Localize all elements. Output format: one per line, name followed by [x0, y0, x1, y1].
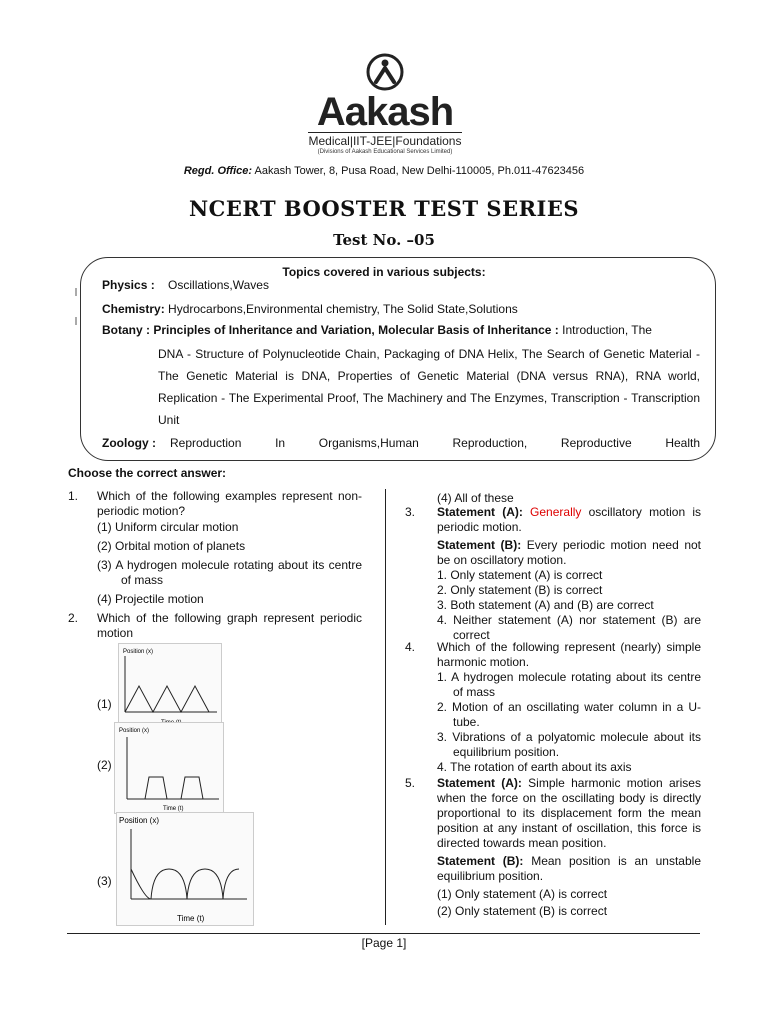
- q5-statement-a: [437, 776, 701, 851]
- q5-b-label: Statement (B):: [437, 854, 524, 868]
- q5-a-text: Simple harmonic motion arises when the force on the oscillating body is directly proportional to its displacement form the mean position at any instant of oscillation, this force is directed towards mean position.: [437, 776, 701, 850]
- brand-tagline: Medical|IIT-JEE|Foundations: [308, 134, 462, 148]
- physics-row: [102, 274, 269, 296]
- q5-a-label: Statement (A):: [437, 776, 522, 790]
- zoology-row: [102, 432, 700, 454]
- question-4: [405, 640, 701, 775]
- graph-3-plot: [117, 813, 253, 925]
- page-number: [Page 1]: [361, 936, 407, 950]
- physics-label: Physics :: [102, 278, 155, 292]
- q5-option: (1) Only statement (A) is correct: [437, 887, 608, 901]
- zoology-word: Organisms,Human: [318, 436, 419, 450]
- graph-3: [116, 812, 254, 926]
- zoology-word: Reproduction: [170, 436, 242, 450]
- q4-text: Which of the following represent (nearly) simple harmonic motion.: [437, 640, 701, 669]
- margin-mark: [75, 288, 77, 296]
- graph-3-xlabel: Time (t): [177, 914, 205, 923]
- q1-option: (3) A hydrogen molecule rotating about its centre of mass: [97, 558, 362, 587]
- q3-statement-a: [437, 505, 701, 535]
- instructions: Choose the correct answer:: [68, 466, 227, 480]
- graph-1: [118, 643, 222, 729]
- q3-statement-b: [437, 538, 701, 568]
- question-1: [68, 489, 362, 519]
- margin-mark: [75, 317, 77, 325]
- graph-2-ylabel: Position (x): [119, 728, 150, 734]
- brand-subtagline: (Divisions of Aakash Educational Services Limited): [317, 149, 453, 155]
- q5-b-text: Mean position is an unstable equilibrium position.: [437, 854, 701, 883]
- regd-label: Regd. Office:: [183, 165, 253, 177]
- q3-a-text: oscillatory motion is periodic motion.: [437, 505, 701, 534]
- graph-2-label: (2): [97, 758, 112, 772]
- q3-option: 1. Only statement (A) is correct: [437, 568, 603, 582]
- graph-1-ylabel: Position (x): [123, 649, 154, 655]
- q2-text: Which of the following graph represent periodic motion: [97, 611, 362, 640]
- footer-rule: [67, 933, 700, 934]
- column-divider: [385, 489, 386, 925]
- q3-number: 3.: [405, 505, 416, 519]
- physics-topics: Oscillations,Waves: [168, 278, 269, 292]
- q2-option-4: (4) All of these: [437, 491, 514, 505]
- graph-3-ylabel: Position (x): [119, 816, 160, 825]
- zoology-topics: [170, 432, 700, 454]
- test-number: Test No. –05: [333, 231, 435, 249]
- botany-topics-continued: DNA - Structure of Polynucleotide Chain, Packaging of DNA Helix, The Search of Genetic Material - The Genetic Material is DNA, Properties of Genetic Material (DNA versus RNA), RNA world, Replication - The Experimental Proof, The Machinery and The Enzymes, Transcription - Transcription Unit: [158, 347, 700, 427]
- botany-bold-topics: Principles of Inheritance and Variation, Molecular Basis of Inheritance :: [153, 323, 559, 337]
- q3-option: 2. Only statement (B) is correct: [437, 583, 603, 597]
- question-5: [405, 776, 701, 919]
- q3-option: 4. Neither statement (A) nor statement (B) are correct: [437, 613, 701, 642]
- zoology-label: Zoology :: [102, 436, 156, 450]
- q1-options: [97, 520, 362, 607]
- graph-1-plot: [119, 644, 221, 728]
- q5-statement-b: [437, 854, 701, 884]
- chemistry-topics: Hydrocarbons,Environmental chemistry, The Solid State,Solutions: [164, 302, 518, 316]
- aakash-emblem-icon: [365, 52, 405, 92]
- question-3: [405, 505, 701, 643]
- q3-a-highlight: Generally: [530, 505, 582, 519]
- zoology-word: Reproduction,: [452, 436, 528, 450]
- regd-address: Aakash Tower, 8, Pusa Road, New Delhi-110005, Ph.011-47623456: [252, 165, 585, 177]
- q1-option: (1) Uniform circular motion: [97, 520, 239, 534]
- brand-name: Aakash: [316, 90, 454, 134]
- topics-heading: Topics covered in various subjects:: [282, 265, 486, 279]
- graph-2-plot: [115, 723, 223, 813]
- chemistry-label: Chemistry:: [102, 302, 165, 316]
- q4-number: 4.: [405, 640, 416, 654]
- q1-text: Which of the following examples represent non-periodic motion?: [97, 489, 362, 518]
- q3-b-text: Every periodic motion need not be on oscillatory motion.: [437, 538, 701, 567]
- brand-logo: [300, 52, 470, 162]
- q4-option: 2. Motion of an oscillating water column in a U-tube.: [437, 700, 701, 729]
- graph-2-xlabel: Time (t): [163, 806, 184, 812]
- zoology-word: Health: [665, 436, 700, 450]
- q4-option: 1. A hydrogen molecule rotating about its centre of mass: [437, 670, 701, 699]
- q1-number: 1.: [68, 489, 79, 503]
- q2-number: 2.: [68, 611, 79, 625]
- q3-options: [437, 568, 701, 643]
- botany-topics-start: Introduction, The: [558, 323, 652, 337]
- q1-option: (4) Projectile motion: [97, 592, 204, 606]
- question-2: [68, 611, 362, 641]
- q4-options: [437, 670, 701, 775]
- zoology-word: In: [275, 436, 286, 450]
- q3-option: 3. Both statement (A) and (B) are correct: [437, 598, 654, 612]
- graph-2: [114, 722, 224, 814]
- graph-3-label: (3): [97, 874, 112, 888]
- q1-option: (2) Orbital motion of planets: [97, 539, 246, 553]
- botany-row: [102, 319, 700, 341]
- q3-b-label: Statement (B):: [437, 538, 522, 552]
- botany-label: Botany :: [102, 323, 150, 337]
- graph-1-label: (1): [97, 697, 112, 711]
- q4-option: 3. Vibrations of a polyatomic molecule about its equilibrium position.: [437, 730, 701, 759]
- zoology-word: Reproductive: [560, 436, 632, 450]
- q3-a-label: Statement (A):: [437, 505, 523, 519]
- registered-office: [0, 165, 768, 177]
- chemistry-row: [102, 298, 518, 320]
- q5-option: (2) Only statement (B) is correct: [437, 904, 608, 918]
- page-title: NCERT BOOSTER TEST SERIES: [188, 196, 580, 221]
- q5-options: [437, 887, 701, 919]
- q5-number: 5.: [405, 776, 416, 790]
- q4-option: 4. The rotation of earth about its axis: [437, 760, 632, 774]
